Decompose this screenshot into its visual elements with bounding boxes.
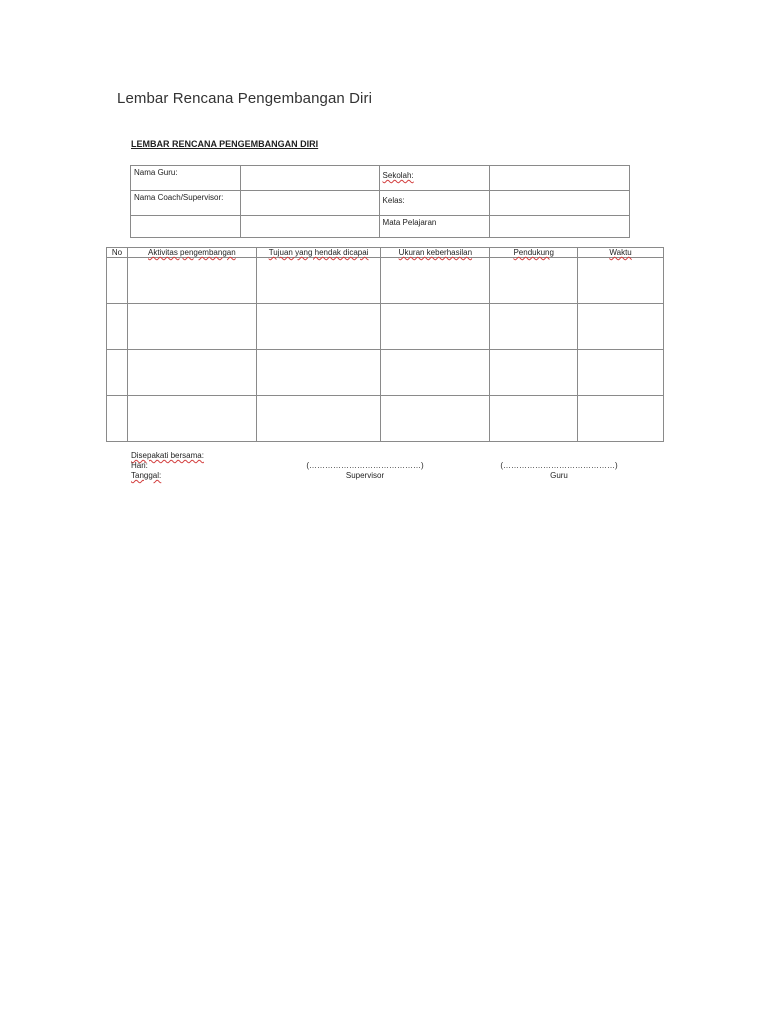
field-nama-coach xyxy=(240,191,379,216)
header-no: No xyxy=(107,248,128,258)
plan-table xyxy=(106,247,664,442)
plan-row xyxy=(107,304,664,350)
agreed-label: Disepakati bersama: xyxy=(131,451,204,460)
label-kelas: Kelas: xyxy=(379,191,490,216)
hari-label: Hari: xyxy=(131,461,148,470)
field-sekolah xyxy=(490,166,630,191)
header-ukuran: Ukuran keberhasilan xyxy=(381,248,490,258)
form-heading: LEMBAR RENCANA PENGEMBANGAN DIRI xyxy=(131,139,319,149)
info-row-coach xyxy=(131,191,630,216)
agreement-block xyxy=(131,451,204,481)
label-sekolah: Sekolah: xyxy=(379,166,490,191)
field-nama-guru xyxy=(240,166,379,191)
page-title: Lembar Rencana Pengembangan Diri xyxy=(117,90,373,107)
label-nama-guru: Nama Guru: xyxy=(131,166,241,191)
tanggal-label: Tanggal: xyxy=(131,471,162,480)
field-kelas xyxy=(490,191,630,216)
label-mata-pelajaran: Mata Pelajaran xyxy=(379,216,490,238)
header-pendukung: Pendukung xyxy=(490,248,578,258)
field-mata-pelajaran xyxy=(490,216,630,238)
header-tujuan: Tujuan yang hendak dicapai xyxy=(256,248,381,258)
header-aktivitas: Aktivitas pengembangan xyxy=(127,248,256,258)
field-empty-2 xyxy=(240,216,379,238)
signature-guru xyxy=(488,461,630,481)
signature-supervisor xyxy=(293,461,437,481)
signature-line-guru: (……………………………………) xyxy=(500,461,618,470)
info-row-mapel xyxy=(131,216,630,238)
info-row-guru xyxy=(131,166,630,191)
plan-row xyxy=(107,396,664,442)
signature-label-guru: Guru xyxy=(550,471,568,480)
signature-line-supervisor: (……………………………………) xyxy=(306,461,424,470)
plan-row xyxy=(107,258,664,304)
field-empty xyxy=(131,216,241,238)
label-nama-coach: Nama Coach/Supervisor: xyxy=(131,191,241,216)
plan-row xyxy=(107,350,664,396)
plan-header-row xyxy=(107,248,664,258)
signature-label-supervisor: Supervisor xyxy=(345,471,385,480)
header-waktu: Waktu xyxy=(578,248,664,258)
info-table xyxy=(130,165,630,238)
